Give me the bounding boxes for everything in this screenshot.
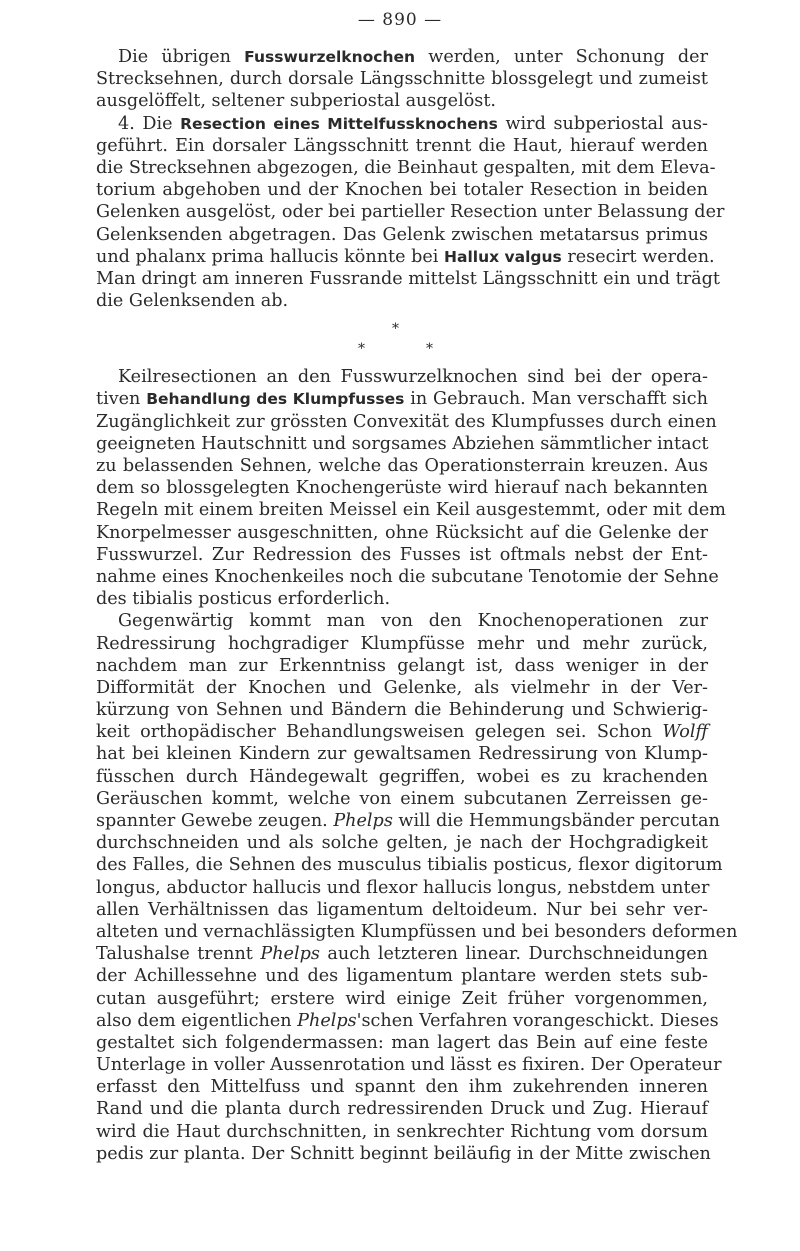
- text-run: geeigneten Hautschnitt und sorgsames Abziehen sämmtlicher intact: [96, 433, 709, 454]
- text-line: [96, 810, 720, 832]
- separator-star-right: *: [426, 341, 433, 358]
- text-run: allen Verhältnissen das ligamentum deltoideum. Nur bei sehr ver-: [96, 899, 708, 920]
- text-line: [96, 1010, 719, 1032]
- text-line: [96, 246, 715, 268]
- text-run: keit orthopädischer Behandlungsweisen gelegen sei. Schon: [96, 722, 663, 743]
- text-line: [96, 832, 708, 854]
- separator-star-left: *: [358, 341, 365, 358]
- text-line: [96, 588, 708, 610]
- text-line: [96, 677, 708, 699]
- text-line: [96, 499, 726, 521]
- text-line: [96, 899, 708, 921]
- text-line: [96, 224, 708, 246]
- paragraph-3: [96, 366, 726, 610]
- text-run: dem so blossgelegten Knochengerüste wird hierauf nach bekannten: [96, 478, 708, 499]
- text-run: Keilresectionen an den Fusswurzelknochen sind bei der opera-: [118, 367, 708, 388]
- bold-term: Resection eines Mittelfussknochens: [180, 114, 498, 133]
- text-run: in Gebrauch. Man verschafft sich: [404, 389, 708, 410]
- text-run: Gegenwärtig kommt man von den Knochenoperationen zur: [118, 611, 708, 632]
- text-run: Gelenken ausgelöst, oder bei partieller Resection unter Belassung der: [96, 202, 725, 223]
- paragraph-1: [96, 46, 708, 113]
- text-line: [96, 544, 708, 566]
- text-run: pedis zur planta. Der Schnitt beginnt beiläufig in der Mitte zwischen: [96, 1143, 711, 1164]
- text-run: Redressirung hochgradiger Klumpfüsse mehr und mehr zurück,: [96, 633, 708, 654]
- text-run: Strecksehnen, durch dorsale Längsschnitte blossgelegt und zumeist: [96, 69, 708, 90]
- text-run: auch letzteren linear. Durchschneidungen: [319, 944, 709, 965]
- italic-name: Phelps': [297, 1010, 362, 1031]
- text-line: [96, 113, 708, 135]
- text-run: die Gelenksenden ab.: [96, 291, 289, 312]
- text-run: nachdem man zur Erkenntniss gelangt ist, dass weniger in der: [96, 655, 708, 676]
- text-line: [96, 1054, 722, 1076]
- text-run: des Falles, die Sehnen des musculus tibialis posticus, flexor digitorum: [96, 855, 723, 876]
- text-run: resecirt werden.: [561, 246, 715, 267]
- text-run: Die übrigen: [118, 47, 245, 67]
- text-run: gestaltet sich folgendermassen: man lagert das Bein auf eine feste: [96, 1032, 708, 1053]
- text-line: [96, 68, 708, 90]
- text-run: kürzung von Sehnen und Bändern die Behinderung und Schwierig-: [96, 700, 708, 721]
- text-line: [96, 366, 708, 388]
- text-run: torium abgehoben und der Knochen bei totaler Resection in beiden: [96, 180, 708, 201]
- text-run: alteten und vernachlässigten Klumpfüssen und bei besonders deformen: [96, 921, 738, 942]
- text-run: Difformität der Knochen und Gelenke, als vielmehr in der Ver-: [96, 677, 708, 698]
- text-run: hat bei kleinen Kindern zur gewaltsamen Redressirung von Klump-: [96, 744, 708, 765]
- text-line: [96, 566, 719, 588]
- text-run: longus, abductor hallucis und flexor hallucis longus, nebstdem unter: [96, 877, 710, 898]
- text-line: [96, 721, 708, 743]
- text-line: [96, 268, 720, 290]
- italic-name: Phelps: [260, 944, 320, 965]
- text-run: Geräuschen kommt, welche von einem subcutanen Zerreissen ge-: [96, 788, 708, 809]
- text-line: [96, 965, 708, 987]
- text-run: tiven: [96, 389, 147, 410]
- italic-name: Wolff: [662, 722, 708, 743]
- text-run: der Achillessehne und des ligamentum plantare werden stets sub-: [96, 966, 708, 987]
- text-run: geführt. Ein dorsaler Längsschnitt trennt die Haut, hierauf werden: [96, 135, 708, 156]
- text-line: [96, 988, 708, 1010]
- text-run: ausgelöffelt, seltener subperiostal ausgelöst.: [96, 91, 497, 112]
- text-line: [96, 179, 708, 201]
- text-line: [96, 522, 708, 544]
- text-run: die Strecksehnen abgezogen, die Beinhaut gespalten, mit dem Eleva-: [96, 157, 716, 178]
- text-line: [96, 290, 708, 312]
- paragraph-4: [96, 610, 738, 1165]
- bold-term: Fusswurzelknochen: [244, 48, 416, 66]
- text-line: [96, 388, 708, 410]
- text-run: Man dringt am inneren Fussrande mittelst Längsschnitt ein und trägt: [96, 268, 720, 289]
- text-line: [96, 877, 708, 899]
- text-run: Fusswurzel. Zur Redression des Fusses ist oftmals nebst der Ent-: [96, 544, 708, 565]
- text-run: Rand und die planta durch redressirenden Druck und Zug. Hierauf: [96, 1099, 708, 1120]
- text-line: [96, 433, 708, 455]
- text-run: 4. Die: [118, 113, 181, 134]
- text-run: des tibialis posticus erforderlich.: [96, 589, 391, 610]
- text-run: Regeln mit einem breiten Meissel ein Keil ausgestemmt, oder mit dem: [96, 500, 726, 521]
- text-line: [96, 1143, 711, 1165]
- paragraph-2: [96, 113, 725, 313]
- text-run: Talushalse trennt: [96, 944, 261, 965]
- text-line: [96, 46, 708, 68]
- text-line: [96, 201, 725, 223]
- text-line: [96, 610, 708, 632]
- text-run: wird die Haut durchschnitten, in senkrechter Richtung vom dorsum: [96, 1121, 708, 1142]
- text-line: [96, 90, 708, 112]
- text-run: schen Verfahren vorangeschickt. Dieses: [361, 1010, 719, 1031]
- text-line: [96, 1032, 708, 1054]
- text-line: [96, 854, 723, 876]
- section-separator: [96, 312, 708, 366]
- italic-name: Phelps: [333, 811, 393, 831]
- text-line: [96, 921, 738, 943]
- text-line: [96, 1121, 708, 1143]
- text-line: [96, 943, 708, 965]
- text-line: [96, 411, 717, 433]
- text-line: [96, 157, 716, 179]
- text-run: also dem eigentlichen: [96, 1010, 298, 1031]
- text-run: spannter Gewebe zeugen.: [96, 811, 334, 831]
- body-text: [96, 46, 738, 1165]
- text-run: Zugänglichkeit zur grössten Convexität des Klumpfusses durch einen: [96, 411, 717, 432]
- text-line: [96, 455, 708, 477]
- text-run: Unterlage in voller Aussenrotation und lässt es fixiren. Der Operateur: [96, 1055, 722, 1076]
- text-line: [96, 1098, 708, 1120]
- text-line: [96, 135, 708, 157]
- text-line: [96, 633, 708, 655]
- page-number: — 890 —: [357, 10, 443, 30]
- text-run: durchschneiden und als solche gelten, je nach der Hochgradigkeit: [96, 833, 708, 854]
- text-line: [96, 766, 708, 788]
- text-line: [96, 699, 708, 721]
- text-line: [96, 1076, 708, 1098]
- separator-star-top: *: [392, 321, 399, 338]
- text-line: [96, 655, 708, 677]
- bold-term: Hallux valgus: [444, 247, 562, 266]
- text-line: [96, 743, 708, 765]
- text-run: wird subperiostal aus-: [497, 113, 708, 134]
- text-run: und phalanx prima hallucis könnte bei: [96, 246, 445, 267]
- text-run: erfasst den Mittelfuss und spannt den ihm zukehrenden inneren: [96, 1077, 708, 1098]
- text-run: will die Hemmungsbänder percutan: [392, 811, 720, 831]
- text-run: cutan ausgeführt; erstere wird einige Zeit früher vorgenommen,: [96, 988, 708, 1009]
- text-run: zu belassenden Sehnen, welche das Operationsterrain kreuzen. Aus: [96, 456, 708, 476]
- text-run: füsschen durch Händegewalt gegriffen, wobei es zu krachenden: [96, 766, 708, 787]
- text-line: [96, 788, 708, 810]
- text-run: Knorpelmesser ausgeschnitten, ohne Rücksicht auf die Gelenke der: [96, 522, 708, 543]
- bold-term: Behandlung des Klumpfusses: [146, 390, 405, 409]
- text-run: nahme eines Knochenkeiles noch die subcutane Tenotomie der Sehne: [96, 566, 719, 587]
- text-run: werden, unter Schonung der: [415, 47, 709, 67]
- text-line: [96, 477, 708, 499]
- text-run: Gelenksenden abgetragen. Das Gelenk zwischen metatarsus primus: [96, 224, 708, 245]
